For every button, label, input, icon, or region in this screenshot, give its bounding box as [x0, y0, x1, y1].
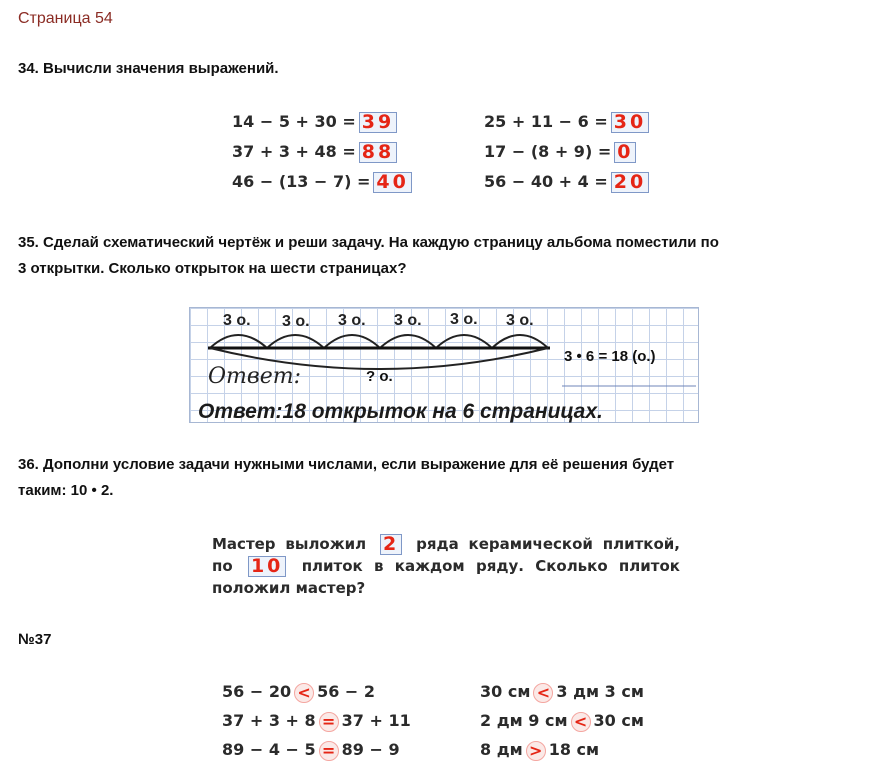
- segment-arc-3: [324, 335, 380, 348]
- task34-left-row-2: [232, 142, 397, 163]
- task37-left-row-1: [222, 682, 375, 703]
- fill-box-tiles: 10: [248, 556, 286, 577]
- expression: 56 − 40 + 4 =: [484, 172, 608, 191]
- expression: 37 + 3 + 48 =: [232, 142, 356, 161]
- expression: 25 + 11 − 6 =: [484, 112, 608, 131]
- handwritten-answer-label: Ответ:: [208, 364, 301, 389]
- task34-right-row-1: [484, 112, 649, 133]
- segment-arc-6: [492, 335, 548, 348]
- problem-text-1: Мастер выложил: [212, 535, 367, 553]
- task35-heading-line-1: 35. Сделай схематический чертёж и реши задачу. На каждую страницу альбома поместили по: [18, 234, 719, 251]
- task37-right-row-1: [480, 682, 644, 703]
- schematic-drawing: [189, 307, 699, 423]
- segment-label-1: 3 о.: [223, 312, 251, 329]
- answer-box: 0: [614, 142, 636, 163]
- fill-box-rows: 2: [380, 534, 402, 555]
- problem-text-2: ряда керамической плиткой, по: [212, 535, 680, 575]
- comparison-sign: >: [526, 741, 546, 761]
- task35-heading-line-2: 3 открытки. Сколько открыток на шести страницах?: [18, 260, 407, 277]
- task34-heading: 34. Вычисли значения выражений.: [18, 60, 279, 77]
- task37-left-row-2: [222, 711, 411, 732]
- expression: 46 − (13 − 7) =: [232, 172, 371, 191]
- task37-right-row-2: [480, 711, 644, 732]
- segment-label-3: 3 о.: [338, 312, 366, 329]
- left-side: 2 дм 9 см: [480, 711, 568, 730]
- left-side: 89 − 4 − 5: [222, 740, 316, 759]
- equation: 3 • 6 = 18 (о.): [564, 348, 656, 365]
- answer-text: Ответ:18 открыток на 6 страницах.: [198, 400, 603, 423]
- right-side: 18 см: [548, 740, 600, 759]
- segment-arc-5: [436, 335, 492, 348]
- task34-right-row-3: [484, 172, 649, 193]
- left-side: 37 + 3 + 8: [222, 711, 316, 730]
- segment-label-4: 3 о.: [394, 312, 422, 329]
- left-side: 56 − 20: [222, 682, 292, 701]
- comparison-sign: <: [533, 683, 553, 703]
- task37-right-row-3: [480, 740, 599, 761]
- comparison-sign: <: [571, 712, 591, 732]
- answer-box: 88: [359, 142, 397, 163]
- segment-label-5: 3 о.: [450, 311, 478, 328]
- task35-heading: [18, 230, 868, 282]
- task36-heading-line-2: таким: 10 • 2.: [18, 482, 114, 499]
- right-side: 89 − 9: [341, 740, 400, 759]
- answer-box: 40: [373, 172, 411, 193]
- task36-heading-line-1: 36. Дополни условие задачи нужными числами, если выражение для её решения будет: [18, 456, 675, 473]
- total-label: ? о.: [366, 368, 393, 385]
- left-side: 8 дм: [480, 740, 523, 759]
- task34-left-row-3: [232, 172, 412, 193]
- segment-label-6: 3 о.: [506, 312, 534, 329]
- task34-right-row-2: [484, 142, 636, 163]
- expression: 14 − 5 + 30 =: [232, 112, 356, 131]
- task36-problem-text: [212, 533, 680, 599]
- segment-arc-2: [267, 335, 324, 348]
- comparison-sign: =: [319, 712, 339, 732]
- comparison-sign: =: [319, 741, 339, 761]
- right-side: 56 − 2: [317, 682, 376, 701]
- task34-left-row-1: [232, 112, 397, 133]
- segment-label-2: 3 о.: [282, 313, 310, 330]
- segment-arc-4: [380, 335, 436, 348]
- right-side: 3 дм 3 см: [556, 682, 644, 701]
- task36-heading: [18, 452, 868, 504]
- right-side: 30 см: [593, 711, 644, 730]
- task37-heading: №37: [18, 631, 52, 648]
- comparison-sign: <: [294, 683, 314, 703]
- task37-left-row-3: [222, 740, 400, 761]
- answer-box: 30: [611, 112, 649, 133]
- answer-box: 20: [611, 172, 649, 193]
- answer-box: 39: [359, 112, 397, 133]
- segment-arc-1: [210, 335, 267, 348]
- right-side: 37 + 11: [341, 711, 411, 730]
- expression: 17 − (8 + 9) =: [484, 142, 612, 161]
- page-title: Страница 54: [18, 10, 113, 27]
- problem-text-3: плиток в каждом ряду. Сколько плиток положил мастер?: [212, 557, 680, 597]
- left-side: 30 см: [480, 682, 531, 701]
